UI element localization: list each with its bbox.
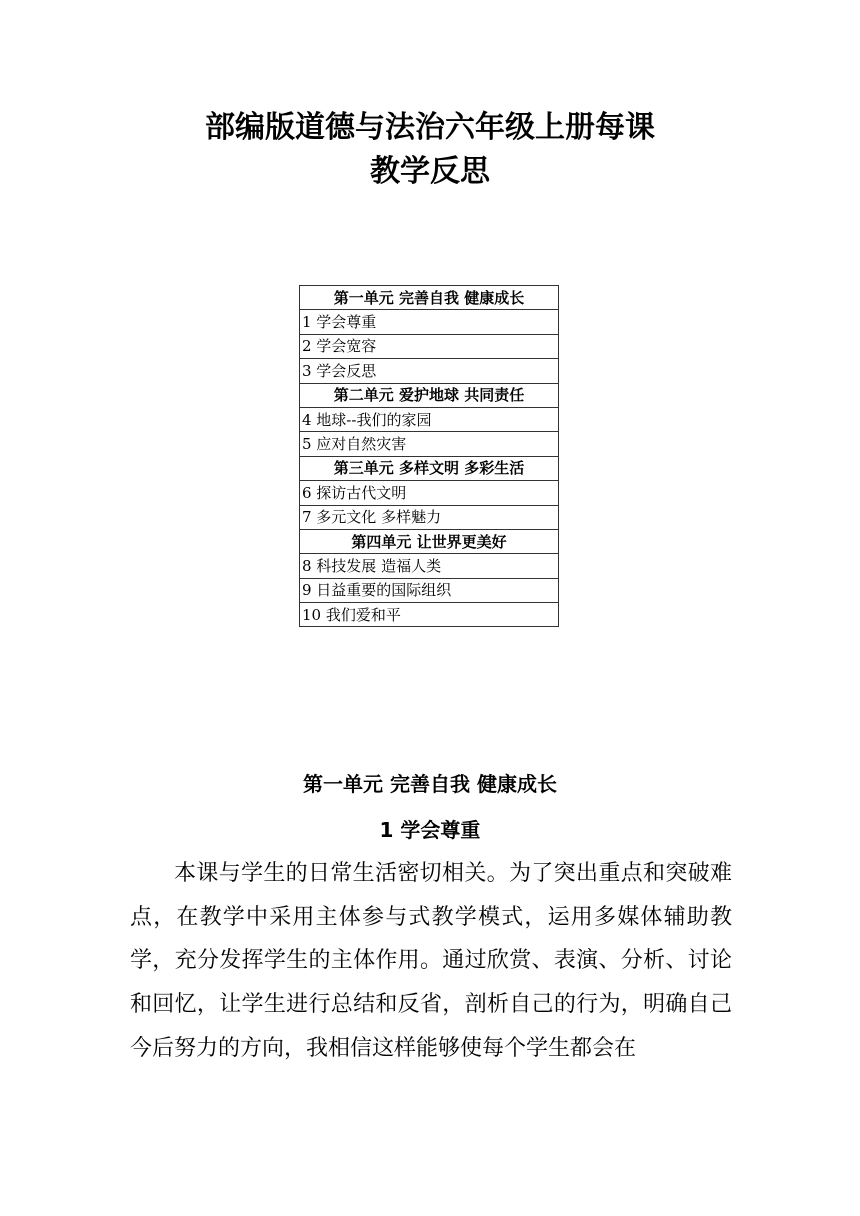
- toc-lesson-row: [300, 578, 559, 602]
- toc-lesson-row: [300, 334, 559, 358]
- toc-lesson-label: 5 应对自然灾害: [300, 432, 559, 456]
- toc-lesson-label: 2 学会宽容: [300, 334, 559, 358]
- toc-unit-label: 第三单元 多样文明 多彩生活: [300, 456, 559, 480]
- toc-lesson-label: 1 学会尊重: [300, 310, 559, 334]
- section-unit-heading: 第一单元 完善自我 健康成长: [303, 772, 557, 796]
- table-of-contents: [299, 285, 559, 627]
- toc-unit-label: 第四单元 让世界更美好: [300, 529, 559, 553]
- toc-lesson-label: 9 日益重要的国际组织: [300, 578, 559, 602]
- toc-lesson-row: [300, 432, 559, 456]
- toc-lesson-label: 8 科技发展 造福人类: [300, 554, 559, 578]
- toc-lesson-label: 7 多元文化 多样魅力: [300, 505, 559, 529]
- document-title-line2: 教学反思: [370, 154, 490, 189]
- toc-unit-label: 第二单元 爱护地球 共同责任: [300, 383, 559, 407]
- toc-lesson-row: [300, 603, 559, 627]
- toc-lesson-row: [300, 481, 559, 505]
- toc-unit-label: 第一单元 完善自我 健康成长: [300, 286, 559, 310]
- toc-lesson-label: 6 探访古代文明: [300, 481, 559, 505]
- toc-lesson-row: [300, 359, 559, 383]
- toc-unit-row: [300, 529, 559, 553]
- toc-unit-row: [300, 286, 559, 310]
- toc-unit-row: [300, 456, 559, 480]
- toc-lesson-row: [300, 310, 559, 334]
- section-lesson-heading: 1 学会尊重: [379, 818, 481, 842]
- toc-lesson-row: [300, 407, 559, 431]
- toc-unit-row: [300, 383, 559, 407]
- document-title-line1: 部编版道德与法治六年级上册每课: [205, 110, 655, 145]
- toc-lesson-label: 4 地球--我们的家园: [300, 407, 559, 431]
- toc-lesson-label: 10 我们爱和平: [300, 603, 559, 627]
- lesson-reflection-paragraph: 本课与学生的日常生活密切相关。为了突出重点和突破难点，在教学中采用主体参与式教学模式，运用多媒体辅助教学，充分发挥学生的主体作用。通过欣赏、表演、分析、讨论和回忆，让学生进行总结和反省，剖析自己的行为，明确自己今后努力的方向，我相信这样能够使每个学生都会在: [130, 861, 732, 1061]
- toc-lesson-row: [300, 505, 559, 529]
- toc-lesson-row: [300, 554, 559, 578]
- toc-lesson-label: 3 学会反思: [300, 359, 559, 383]
